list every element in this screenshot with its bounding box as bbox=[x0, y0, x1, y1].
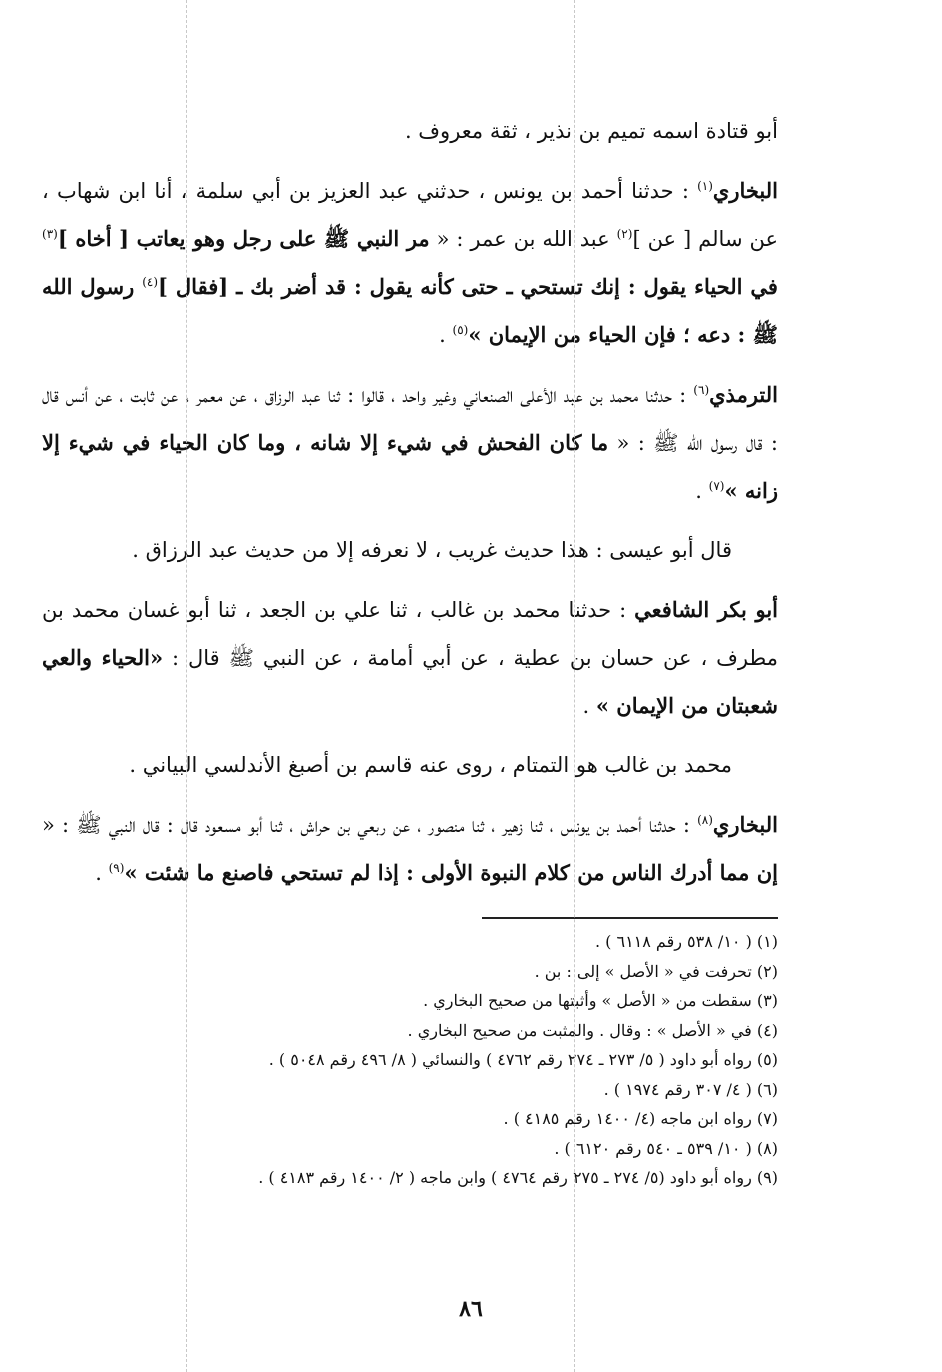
text-run: في الحياء يقول : إنك تستحي ـ حتى كأنه يقول : قد أضر بك ـ [فقال ] bbox=[158, 274, 778, 299]
text-run: . bbox=[695, 479, 709, 503]
text-run: مر النبي ﷺ على رجل وهو يعاتب [ أخاه ] bbox=[57, 226, 430, 251]
text-run: البخاري bbox=[712, 178, 778, 203]
text-run: عبد الله بن عمر : « bbox=[429, 227, 617, 251]
text-run: . bbox=[439, 323, 453, 347]
footnote: (١) ( ١٠/ ٥٣٨ رقم ٦١١٨ ) . bbox=[594, 932, 778, 951]
text-run: ما كان الفحش في شيء إلا شانه ، وما كان الحياء في شيء إلا زانه » bbox=[42, 430, 778, 503]
footnote: (٨) ( ١٠/ ٥٣٩ ـ ٥٤٠ رقم ٦١٢٠ ) . bbox=[554, 1138, 778, 1158]
footnote-ref: (١) bbox=[697, 179, 713, 193]
text-run: . bbox=[582, 694, 596, 718]
text-run: قال أبو عيسى : هذا حديث غريب ، لا نعرفه إلا من حديث عبد الرزاق . bbox=[132, 538, 732, 562]
main-text bbox=[42, 108, 778, 897]
footnote-ref: (٧) bbox=[708, 479, 725, 493]
text-run: : حدثنا أحمد بن يونس ، ثنا زهير ، ثنا منصور ، عن ربعي بن حراش ، ثنا أبو مسعود قال : قال النبي ﷺ : « bbox=[42, 813, 698, 837]
footnotes bbox=[42, 927, 778, 1193]
footnote: (٧) رواه ابن ماجه (٤/ ١٤٠٠ رقم ٤١٨٥ ) . bbox=[503, 1109, 778, 1128]
footnote: (٦) ( ٤/ ٣٠٧ رقم ١٩٧٤ ) . bbox=[603, 1079, 778, 1099]
footnote: (٥) رواه أبو داود ( ٥/ ٢٧٣ ـ ٢٧٤ رقم ٤٧٦٢ ) والنسائي ( ٨/ ٤٩٦ رقم ٥٠٤٨ ) . bbox=[268, 1050, 778, 1069]
paragraph bbox=[42, 108, 778, 155]
text-run: : حدثنا محمد بن عبد الأعلى الصنعاني وغير واحد ، قالوا : ثنا عبد الرزاق ، عن معمر ، عن ثابت ، عن أنس قال : قال رسول الله ﷺ : « bbox=[42, 383, 778, 455]
text-run: : حدثنا محمد بن غالب ، ثنا علي بن الجعد ، ثنا أبو غسان محمد بن مطرف ، عن حسان بن عطية ، عن أبي أمامة ، عن النبي ﷺ قال : bbox=[42, 598, 778, 670]
footnote: (٤) في « الأصل » : وقال . والمثبت من صحيح البخاري . bbox=[407, 1020, 778, 1040]
footnote: (٢) تحرفت في « الأصل » إلى : بن . bbox=[534, 961, 778, 981]
text-run: محمد بن غالب هو التمتام ، روى عنه قاسم بن أصبغ الأندلسي البياني . bbox=[129, 753, 732, 777]
text-run: إن مما أدرك الناس من كلام النبوة الأولى : إذا لم تستحي فاصنع ما شئت » bbox=[124, 860, 778, 885]
text-run: أبو قتادة اسمه تميم بن نذير ، ثقة معروف . bbox=[404, 119, 778, 143]
scan-guide-line bbox=[574, 0, 575, 1372]
text-run: أبو بكر الشافعي bbox=[634, 597, 778, 622]
paragraph bbox=[42, 371, 778, 515]
footnote-ref: (٩) bbox=[108, 861, 125, 875]
footnote-separator bbox=[482, 917, 778, 919]
footnote-ref: (٣) bbox=[42, 227, 58, 241]
footnote: (٣) سقطت من « الأصل » وأثبتها من صحيح البخاري . bbox=[423, 991, 778, 1010]
footnote-ref: (٤) bbox=[142, 275, 159, 289]
text-run: البخاري bbox=[712, 812, 778, 837]
paragraph bbox=[42, 586, 778, 730]
text-run: : حدثنا أحمد بن يونس ، حدثني عبد العزيز بن أبي سلمة ، أنا ابن شهاب ، عن سالم [ عن ] bbox=[42, 179, 778, 251]
text-run: . bbox=[95, 861, 109, 885]
paragraph bbox=[42, 742, 778, 789]
paragraph bbox=[42, 527, 778, 574]
footnote-ref: (٦) bbox=[693, 383, 710, 397]
text-run: «الحياء والعي شعبتان من الإيمان » bbox=[42, 645, 778, 718]
text-run: الترمذي bbox=[709, 382, 778, 407]
page-number: ٨٦ bbox=[459, 1296, 483, 1322]
footnote-ref: (٨) bbox=[697, 813, 713, 827]
text-run: رسول الله ﷺ : دعه ؛ فإن الحياء من الإيمان » bbox=[42, 274, 778, 347]
footnote-ref: (٢) bbox=[616, 227, 633, 241]
paragraph bbox=[42, 801, 778, 897]
scan-guide-line bbox=[186, 0, 187, 1372]
paragraph bbox=[42, 167, 778, 359]
footnote: (٩) رواه أبو داود (٥/ ٢٧٤ ـ ٢٧٥ رقم ٤٧٦٤ ) وابن ماجه ( ٢/ ١٤٠٠ رقم ٤١٨٣ ) . bbox=[258, 1168, 778, 1187]
footnote-ref: (٥) bbox=[452, 323, 469, 337]
